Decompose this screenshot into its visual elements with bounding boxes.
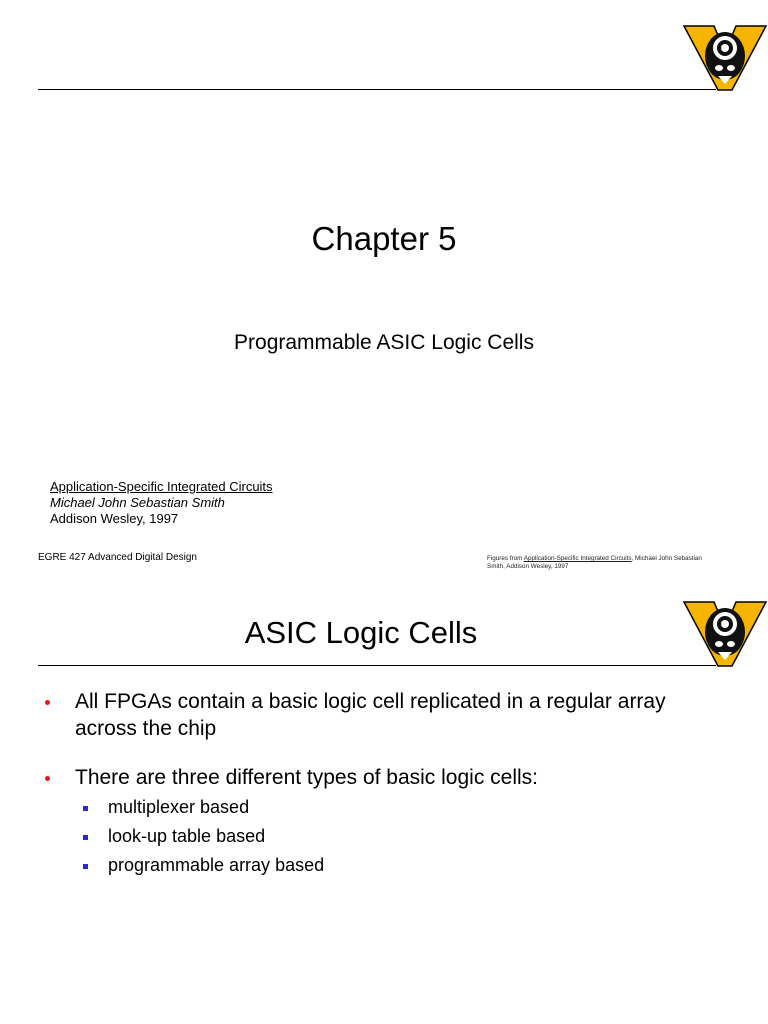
slide-title: ASIC Logic Cells [244,615,478,650]
figures-credit-book: Application-Specific Integrated Circuits [523,555,632,562]
figures-credit-prefix: Figures from [487,555,524,562]
vcu-ram-logo-icon [682,22,768,92]
sub-bullet-text: look-up table based [108,826,266,846]
header-rule [38,665,716,666]
sub-list-item [75,851,720,880]
bullet-list [40,688,720,902]
sub-bullet-list [75,793,720,880]
course-footer: EGRE 427 Advanced Digital Design [38,552,197,563]
vcu-ram-logo-icon [682,598,768,668]
blue-square-bullet-icon [83,864,88,869]
blue-square-bullet-icon [83,835,88,840]
bullet-text: There are three different types of basic logic cells: [75,766,539,789]
chapter-title: Chapter 5 [311,220,457,257]
content-slide [0,588,768,1024]
sub-bullet-text: programmable array based [108,855,325,875]
blue-square-bullet-icon [83,806,88,811]
bullet-text: All FPGAs contain a basic logic cell replicated in a regular array across the chip [75,690,666,740]
book-publisher: Addison Wesley, 1997 [50,511,179,526]
red-dot-bullet-icon [45,700,50,705]
chapter-subtitle: Programmable ASIC Logic Cells [234,331,534,354]
list-item [40,688,720,742]
red-dot-bullet-icon [45,776,50,781]
sub-list-item [75,793,720,822]
sub-list-item [75,822,720,851]
book-author: Michael John Sebastian Smith [50,495,225,510]
header-rule [38,89,716,90]
book-title: Application-Specific Integrated Circuits [50,479,273,494]
figures-credit [487,555,717,571]
book-reference [50,479,273,527]
figures-credit-suffix: , Michael John Sebastian Smith, Addison Wesley, 1997 [487,555,702,570]
list-item [40,764,720,880]
sub-bullet-text: multiplexer based [108,797,250,817]
